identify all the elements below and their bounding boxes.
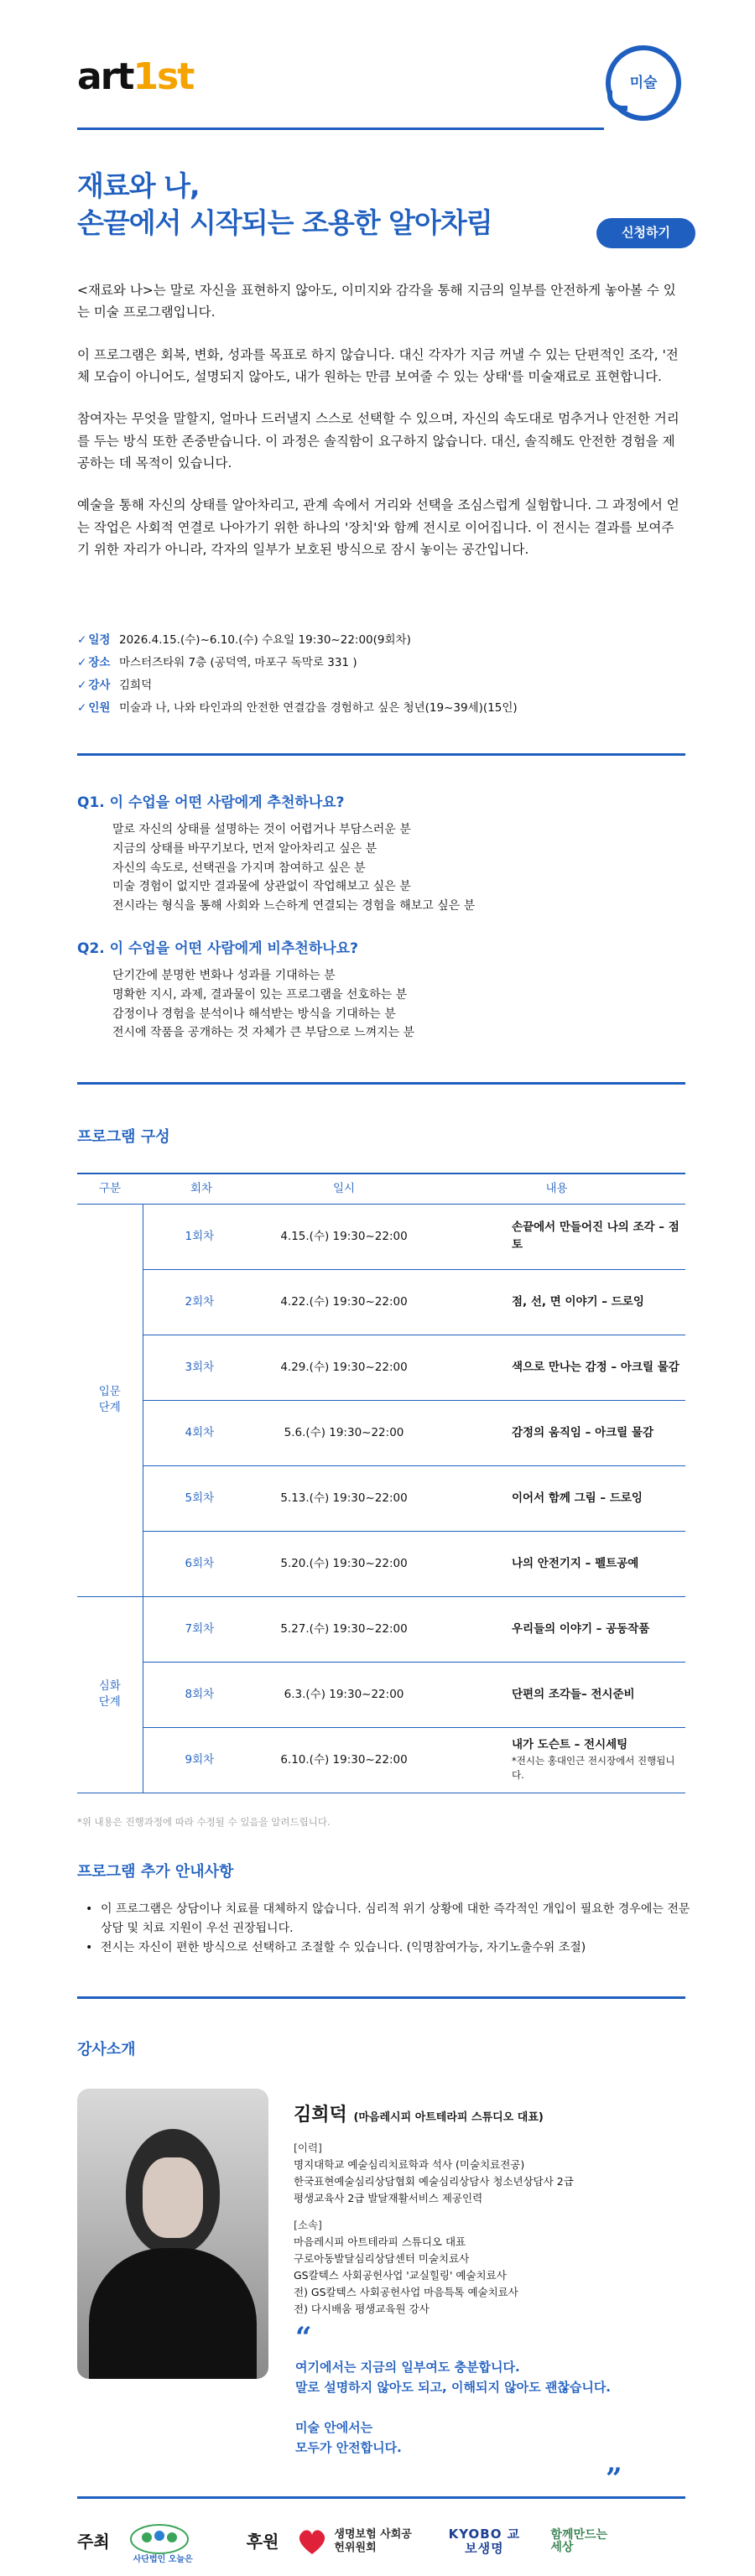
- info-schedule: [77, 629, 698, 652]
- topic-text: 점, 선, 면 이야기 – 드로잉: [512, 1294, 644, 1309]
- list-item: 말로 자신의 상태를 설명하는 것이 어렵거나 부담스러운 분: [112, 823, 411, 837]
- table-row: [77, 1727, 685, 1793]
- topic-text: 색으로 만나는 감정 – 아크릴 물감: [512, 1360, 680, 1374]
- table-row: [77, 1596, 685, 1662]
- quote-line: 말로 설명하지 않아도 되고, 이해되지 않아도 괜찮습니다.: [295, 2380, 612, 2395]
- sponsor-name: 생명보험 사회공헌위원회: [334, 2528, 412, 2554]
- list-item: 전시에 작품을 공개하는 것 자체가 큰 부담으로 느껴지는 분: [112, 1026, 415, 1040]
- session-topic: [428, 1204, 685, 1269]
- title-line-1: 재료와 나,: [77, 169, 200, 202]
- lecturer-section-title: 강사소개: [77, 2041, 136, 2058]
- faq-recommend: [77, 792, 698, 916]
- session-num: 5회차: [143, 1465, 260, 1531]
- lecturer-name-text: 김희덕: [294, 2105, 347, 2126]
- faq-question: Q1. 이 수업을 어떤 사람에게 추천하나요?: [77, 794, 345, 811]
- table-row: [77, 1531, 685, 1596]
- career-item: 명지대학교 예술심리치료학과 석사 (미술치료전공): [294, 2158, 525, 2172]
- intro-paragraph: <재료와 나>는 말로 자신을 표현하지 않아도, 이미지와 감각을 통해 지금의 일부를 안전하게 놓아볼 수 있는 미술 프로그램입니다.: [77, 283, 676, 320]
- host-label: 주최: [77, 2531, 110, 2552]
- open-quote-icon: “: [295, 2321, 312, 2355]
- host-name: 사단법인 오늘은: [133, 2555, 193, 2565]
- session-num: 6회차: [143, 1531, 260, 1596]
- table-row: [77, 1335, 685, 1400]
- session-date: 5.20.(수) 19:30~22:00: [260, 1531, 428, 1596]
- affil-item: GS칼텍스 사회공헌사업 '교실힐링' 예술치료사: [294, 2269, 507, 2282]
- quote-line: 여기에서는 지금의 일부여도 충분합니다.: [295, 2360, 520, 2375]
- sponsor-logo-1: [295, 2527, 418, 2556]
- col-header: 내용: [428, 1174, 685, 1204]
- category-badge-label: 미술: [629, 74, 658, 91]
- info-list: [77, 629, 698, 720]
- divider: [77, 2496, 685, 2499]
- group-label: 심화 단계: [98, 1679, 121, 1709]
- list-item: 전시라는 형식을 통해 사회와 느슨하게 연결되는 경험을 해보고 싶은 분: [112, 899, 476, 913]
- sponsor-logo-2: [446, 2527, 522, 2557]
- info-value: 김희덕: [119, 679, 153, 692]
- table-row: [77, 1400, 685, 1465]
- list-item: 감정이나 경험을 분석이나 해석받는 방식을 기대하는 분: [112, 1007, 396, 1021]
- divider: [77, 127, 604, 130]
- col-header: 구분: [77, 1174, 143, 1204]
- info-label: ✓ 인원: [77, 697, 119, 720]
- topic-text: 단편의 조각들– 전시준비: [512, 1687, 635, 1701]
- info-label: ✓ 강사: [77, 674, 119, 697]
- info-capacity: [77, 697, 698, 720]
- list-item: 미술 경험이 없지만 결과물에 상관없이 작업해보고 싶은 분: [112, 880, 411, 894]
- career-item: 한국표현예술심리상담협회 예술심리상담사 청소년상담사 2급: [294, 2175, 574, 2188]
- session-date: 5.6.(수) 19:30~22:00: [260, 1400, 428, 1465]
- extra-title: 프로그램 추가 안내사항: [77, 1863, 234, 1881]
- sponsor-name: KYOBO 교보생명: [448, 2526, 521, 2556]
- lecturer-name: [294, 2101, 688, 2130]
- lecturer-info: [294, 2101, 688, 2318]
- logo-main: art: [77, 55, 133, 98]
- lecturer-quote: [295, 2357, 690, 2458]
- session-num: 3회차: [143, 1335, 260, 1400]
- footer: [77, 2516, 698, 2567]
- intro-paragraph: 예술을 통해 자신의 상태를 알아차리고, 관계 속에서 거리와 선택을 조심스럽게 실험합니다. 그 과정에서 얻는 작업은 사회적 연결로 나아가기 위한 하나의 '장치'와 함께 전시로 이어집니다. 이 전시는 결과를 보여주기 위한 자리가 아니라, 각자의 일부가 보호된 방식으로 잠시 놓이는 공간입니다.: [77, 497, 680, 558]
- col-header: 일시: [260, 1174, 428, 1204]
- info-value: 미술과 나, 나와 타인과의 안전한 연결감을 경험하고 싶은 청년(19~39세)(15인): [119, 701, 518, 715]
- topic-text: 우리들의 이야기 – 공동작품: [512, 1621, 650, 1636]
- quote-spacer: [295, 2397, 690, 2417]
- session-topic: [428, 1596, 685, 1662]
- heart-icon: [295, 2527, 329, 2556]
- list-item: 명확한 지시, 과제, 결과물이 있는 프로그램을 선호하는 분: [112, 988, 408, 1002]
- sponsor-label: 후원: [246, 2531, 279, 2552]
- info-value: 2026.4.15.(수)~6.10.(수) 수요일 19:30~22:00(9회차): [119, 633, 411, 647]
- lecturer-photo: [77, 2089, 268, 2379]
- session-date: 5.13.(수) 19:30~22:00: [260, 1465, 428, 1531]
- sponsor-name: 함께만드는 세상: [550, 2527, 608, 2554]
- logo[interactable]: [77, 55, 194, 98]
- session-topic: [428, 1531, 685, 1596]
- faq-not-recommend: [77, 938, 698, 1043]
- table-row: [77, 1269, 685, 1335]
- topic-text: 손끝에서 만들어진 나의 조각 – 점토: [512, 1220, 680, 1252]
- session-note: *전시는 홍대인근 전시장에서 진행됩니다.: [512, 1754, 675, 1782]
- group-advanced: [77, 1596, 143, 1793]
- info-label: ✓ 일정: [77, 629, 119, 652]
- topic-text: 이어서 함께 그림 – 드로잉: [512, 1491, 643, 1505]
- session-num: 8회차: [143, 1662, 260, 1727]
- category-badge: [606, 45, 681, 121]
- list-item: 지금의 상태를 바꾸기보다, 먼저 알아차리고 싶은 분: [112, 842, 378, 856]
- session-date: 6.3.(수) 19:30~22:00: [260, 1662, 428, 1727]
- faq-question: Q2. 이 수업을 어떤 사람에게 비추천하나요?: [77, 940, 358, 957]
- logo-number: 1st: [133, 55, 194, 98]
- divider: [77, 1082, 685, 1085]
- list-item: 자신의 속도로, 선택권을 가지며 참여하고 싶은 분: [112, 861, 366, 875]
- list-item: • 전시는 자신이 편한 방식으로 선택하고 조절할 수 있습니다. (익명참여가능, 자기노출수위 조절): [84, 1939, 696, 1958]
- photo-body: [89, 2248, 257, 2379]
- session-date: 4.29.(수) 19:30~22:00: [260, 1335, 428, 1400]
- session-num: 7회차: [143, 1596, 260, 1662]
- photo-face: [143, 2157, 203, 2238]
- table-row: [77, 1465, 685, 1531]
- extra-list: [84, 1900, 696, 1958]
- session-num: 9회차: [143, 1727, 260, 1793]
- table-row: [77, 1204, 685, 1269]
- affil-item: 전) GS칼텍스 사회공헌사업 마음특톡 예술치료사: [294, 2286, 518, 2299]
- lecturer-career: [294, 2140, 688, 2318]
- session-topic: [428, 1400, 685, 1465]
- session-date: 5.27.(수) 19:30~22:00: [260, 1596, 428, 1662]
- topic-text: 나의 안전기지 – 펠트공예: [512, 1556, 639, 1570]
- quote-line: 미술 안에서는: [295, 2420, 373, 2435]
- table-header: [77, 1174, 685, 1204]
- session-topic: [428, 1465, 685, 1531]
- list-item: • 이 프로그램은 상담이나 치료를 대체하지 않습니다. 심리적 위기 상황에 대한 즉각적인 개입이 필요한 경우에는 전문 상담 및 치료 지원이 우선 권장됩니다.: [84, 1900, 696, 1939]
- intro-paragraph: 이 프로그램은 회복, 변화, 성과를 목표로 하지 않습니다. 대신 각자가 지금 꺼낼 수 있는 단편적인 조각, '전체 모습이 아니어도, 설명되지 않아도, 내가 원하는 만큼 보여줄 수 있는 상태'를 미술재료로 표현합니다.: [77, 346, 679, 385]
- divider: [77, 753, 685, 756]
- session-date: 4.22.(수) 19:30~22:00: [260, 1269, 428, 1335]
- info-place: [77, 652, 698, 674]
- lecturer-role: (마음레시피 아트테라피 스튜디오 대표): [353, 2111, 544, 2124]
- topic-text: 내가 도슨트 – 전시세팅: [512, 1737, 628, 1751]
- page-title: [77, 168, 492, 241]
- session-topic: [428, 1727, 685, 1793]
- affil-item: 마음레시피 아트테라피 스튜디오 대표: [294, 2235, 466, 2249]
- host-logo: [127, 2516, 193, 2567]
- session-topic: [428, 1335, 685, 1400]
- program-footnote: *위 내용은 진행과정에 따라 수정될 수 있음을 알려드립니다.: [77, 1816, 331, 1828]
- apply-button[interactable]: 신청하기: [596, 218, 695, 248]
- topic-text: 감정의 움직임 – 아크릴 물감: [512, 1425, 654, 1439]
- intro-paragraph: 참여자는 무엇을 말할지, 얼마나 드러낼지 스스로 선택할 수 있으며, 자신의 속도대로 멈추거나 안전한 거리를 두는 방식 또한 존중받습니다. 이 과정은 솔직함이 요구하지 않습니다. 대신, 솔직해도 안전한 경험을 제공하는 데 목적이 있습니다.: [77, 411, 680, 471]
- info-label: ✓ 장소: [77, 652, 119, 674]
- affil-heading: [소속]: [294, 2219, 322, 2232]
- close-quote-icon: ”: [606, 2462, 622, 2495]
- table-row: [77, 1662, 685, 1727]
- session-date: 4.15.(수) 19:30~22:00: [260, 1204, 428, 1269]
- affil-item: 구로아동발달심리상담센터 미술치료사: [294, 2252, 470, 2266]
- list-item: 단기간에 분명한 변화나 성과를 기대하는 분: [112, 969, 336, 983]
- intro-text: [77, 279, 685, 580]
- sponsor-logo-3: [550, 2529, 609, 2555]
- session-topic: [428, 1269, 685, 1335]
- divider: [77, 1996, 685, 1999]
- program-title: 프로그램 구성: [77, 1128, 170, 1146]
- info-value: 마스터즈타워 7층 (공덕역, 마포구 독막로 331 ): [119, 656, 357, 669]
- program-table: [77, 1173, 685, 1793]
- affil-item: 전) 다시배움 평생교육원 강사: [294, 2303, 430, 2316]
- quote-line: 모두가 안전합니다.: [295, 2440, 402, 2455]
- group-intro: [77, 1204, 143, 1596]
- career-heading: [이력]: [294, 2141, 322, 2155]
- session-num: 1회차: [143, 1204, 260, 1269]
- session-date: 6.10.(수) 19:30~22:00: [260, 1727, 428, 1793]
- title-line-2: 손끝에서 시작되는 조용한 알아차림: [77, 206, 492, 239]
- session-topic: [428, 1662, 685, 1727]
- session-num: 2회차: [143, 1269, 260, 1335]
- info-instructor: [77, 674, 698, 697]
- career-item: 평생교육사 2급 발달재활서비스 제공인력: [294, 2192, 483, 2205]
- session-num: 4회차: [143, 1400, 260, 1465]
- group-label: 입문 단계: [98, 1385, 121, 1414]
- col-header: 회차: [143, 1174, 260, 1204]
